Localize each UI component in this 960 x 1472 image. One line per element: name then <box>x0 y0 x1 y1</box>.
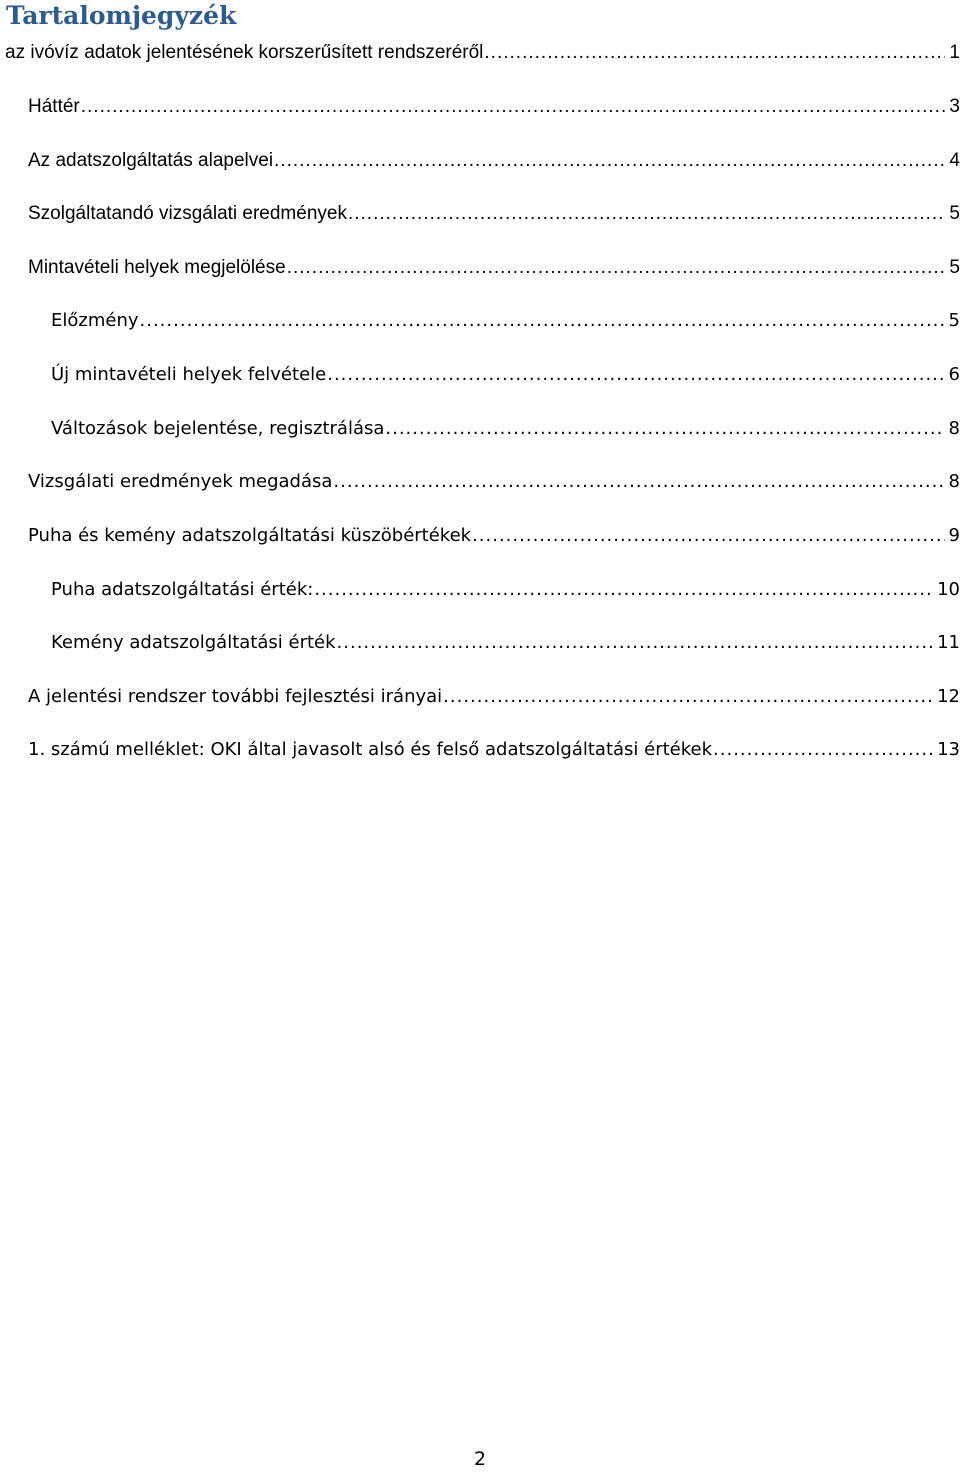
toc-entry[interactable] <box>28 92 960 122</box>
toc-leader-dots <box>333 467 944 497</box>
toc-leader-dots <box>140 306 945 336</box>
toc-entry-page: 6 <box>948 364 960 385</box>
toc-entry-label: Vizsgálati eredmények megadása <box>28 471 333 492</box>
toc-entry-page: 5 <box>949 203 960 224</box>
toc-entry-label: Mintavételi helyek megjelölése <box>28 257 286 278</box>
toc-entry-label: Kemény adatszolgáltatási érték <box>51 632 336 653</box>
page-number: 2 <box>473 1448 487 1470</box>
toc-entry[interactable] <box>51 360 960 390</box>
toc-entry[interactable] <box>28 467 960 497</box>
toc-leader-dots <box>713 735 933 765</box>
toc-entry-label: Az adatszolgáltatás alapelvei <box>28 150 274 171</box>
toc-entry-page: 9 <box>948 525 960 546</box>
toc-entry-label: Előzmény <box>51 310 139 331</box>
toc-entry[interactable] <box>51 628 960 658</box>
toc-leader-dots <box>337 628 934 658</box>
toc-entry-label: 1. számú melléklet: OKI által javasolt alsó és felső adatszolgáltatási értékek <box>28 739 713 760</box>
toc-leader-dots <box>81 92 946 122</box>
toc-leader-dots <box>443 682 933 712</box>
toc-leader-dots <box>385 414 944 444</box>
toc-leader-dots <box>274 146 945 176</box>
toc-entry[interactable] <box>51 414 960 444</box>
toc-entry-page: 10 <box>937 579 960 600</box>
toc-entry-page: 11 <box>937 632 960 653</box>
toc-entry-page: 3 <box>949 96 960 117</box>
toc-leader-dots <box>314 575 933 605</box>
toc-entry-label: Háttér <box>28 96 80 117</box>
toc-entry[interactable] <box>28 735 960 765</box>
toc-entry-page: 4 <box>949 150 960 171</box>
toc-entry-page: 8 <box>948 418 960 439</box>
toc-entry[interactable] <box>28 253 960 283</box>
toc-entry[interactable] <box>51 575 960 605</box>
toc-leader-dots <box>472 521 944 551</box>
toc-entry-page: 1 <box>949 42 960 63</box>
toc-entry-page: 13 <box>937 739 960 760</box>
toc-entry-page: 5 <box>949 257 960 278</box>
toc-leader-dots <box>484 38 945 68</box>
toc-entry[interactable] <box>28 146 960 176</box>
toc-entry[interactable] <box>28 199 960 229</box>
toc-entry[interactable] <box>5 38 960 68</box>
toc-entry-label: Puha és kemény adatszolgáltatási küszöbértékek <box>28 525 472 546</box>
toc-leader-dots <box>287 253 946 283</box>
toc-entry-label: A jelentési rendszer további fejlesztési irányai <box>28 686 443 707</box>
toc-entry-label: Új mintavételi helyek felvétele <box>51 364 327 385</box>
toc-title: Tartalomjegyzék <box>6 1 237 30</box>
toc-entry[interactable] <box>51 306 960 336</box>
toc-entry[interactable] <box>28 682 960 712</box>
toc-entry-label: az ivóvíz adatok jelentésének korszerűsített rendszeréről <box>5 42 484 63</box>
toc-leader-dots <box>348 199 945 229</box>
toc-entry-page: 12 <box>937 686 960 707</box>
toc-entry-label: Szolgáltatandó vizsgálati eredmények <box>28 203 347 224</box>
toc-entry-page: 5 <box>948 310 960 331</box>
toc-entry-page: 8 <box>948 471 960 492</box>
toc-entry-label: Puha adatszolgáltatási érték: <box>51 579 314 600</box>
toc-entry-label: Változások bejelentése, regisztrálása <box>51 418 385 439</box>
toc-entry[interactable] <box>28 521 960 551</box>
toc-leader-dots <box>327 360 944 390</box>
